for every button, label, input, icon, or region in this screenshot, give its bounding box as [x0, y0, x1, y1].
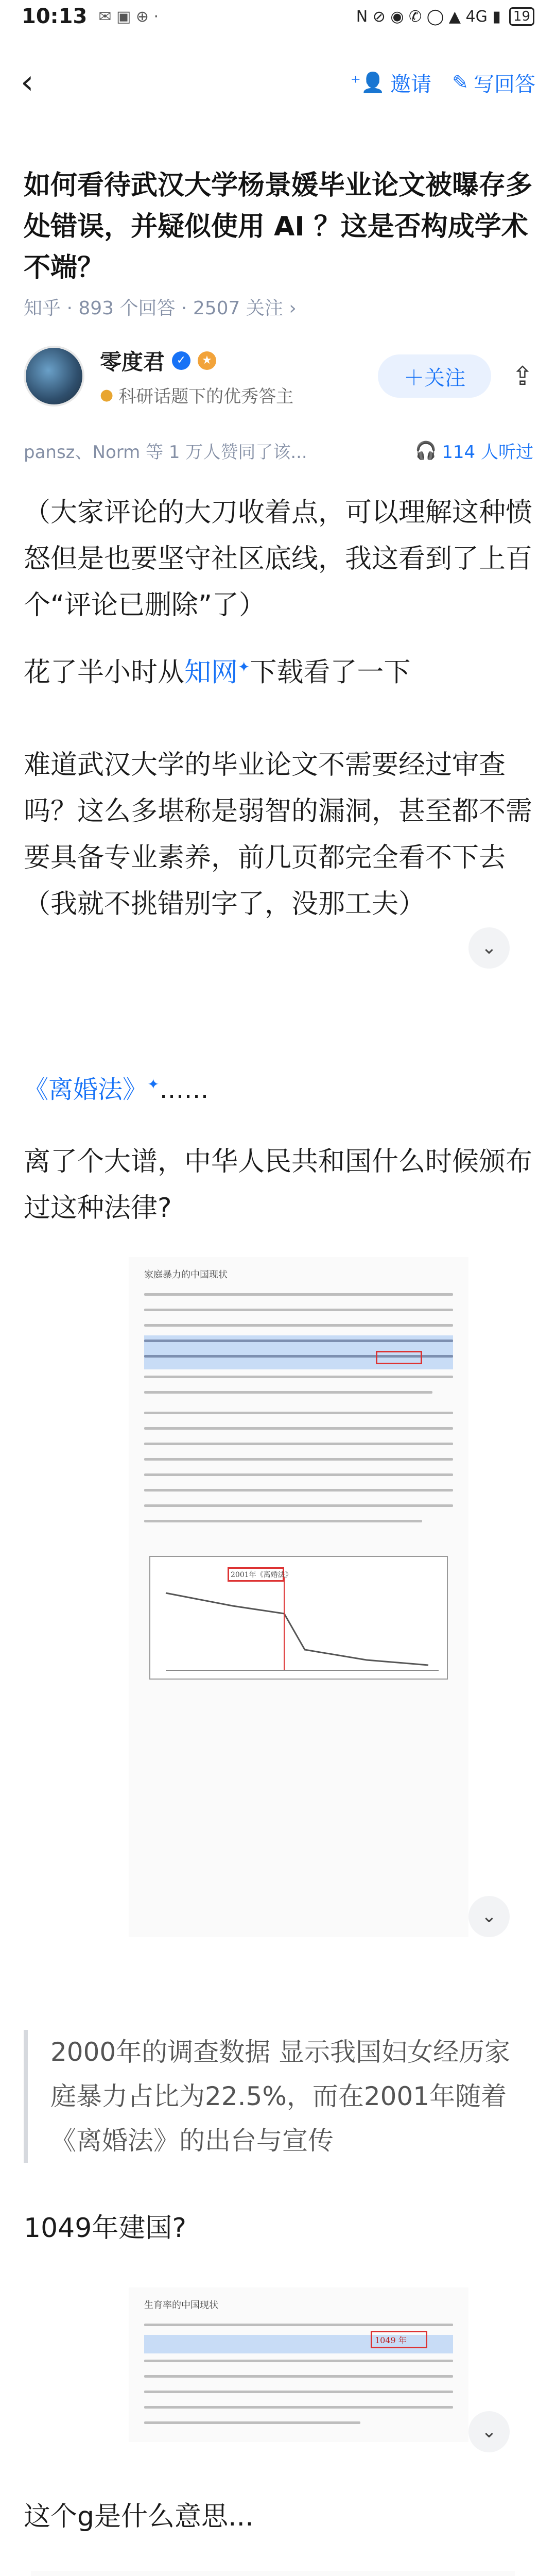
agree-text: pansz、Norm 等 1 万人赞同了该... [24, 442, 307, 463]
paragraph-5: 离了个大谱，中华人民共和国什么时候颁布过这种法律? [24, 1146, 533, 1224]
author-row [24, 340, 533, 412]
write-answer-label: 写回答 [474, 72, 535, 96]
cnki-link[interactable]: 知网 [184, 657, 238, 688]
listen-button[interactable] [415, 438, 533, 463]
headphones-icon: 🎧 [414, 440, 437, 461]
system-icons: N ⊘ ◉ ✆ ◯ ▲ 4G ▮ [356, 7, 501, 26]
invite-button[interactable] [351, 68, 431, 97]
battery-icon: 19 [509, 7, 534, 26]
listen-label: 114 人听过 [442, 442, 533, 463]
question-title[interactable]: 如何看待武汉大学杨景媛毕业论文被曝存多处错误，并疑似使用 AI ？这是否构成学术不端？ [24, 170, 533, 283]
p4-after: …… [159, 1075, 209, 1104]
scan2-highlight: 1049 年 [375, 2335, 407, 2345]
notification-icons: ✉ ▣ ⊕ · [98, 7, 159, 26]
paragraph-3: 难道武汉大学的毕业论文不需要经过审查吗？这么多堪称是弱智的漏洞，甚至都不需要具备专业素养，前几页都完全看不下去（我就不挑错别字了，没那工夫） [24, 750, 533, 920]
paragraph-7: 这个g是什么意思... [24, 2501, 254, 2532]
share-icon[interactable]: ⇪ [512, 361, 533, 391]
follow-button[interactable]: ＋关注 [378, 354, 491, 398]
quote-block: 2000年的调查数据 显示我国妇女经历家庭暴力占比为22.5%，而在2001年随着《离婚法》的出台与宣传 [24, 2030, 533, 2163]
pen-icon: ✎ [452, 71, 468, 94]
question-meta[interactable]: 知乎 · 893 个回答 · 2507 关注 › [24, 298, 297, 319]
nav-bar [0, 57, 556, 108]
write-answer-button[interactable] [452, 68, 535, 97]
back-arrow-icon[interactable]: ‹ [21, 63, 34, 101]
expand-chevron-icon[interactable]: ⌄ [468, 927, 510, 969]
author-name[interactable]: 零度君 [100, 349, 165, 375]
author-subtitle: 科研话题下的优秀答主 [118, 386, 294, 407]
person-plus-icon: ⁺👤 [350, 71, 386, 94]
divorce-law-link[interactable]: 《离婚法》 [24, 1075, 148, 1104]
expand-chevron-icon[interactable]: ⌄ [468, 2411, 510, 2452]
scan2-title: 生育率的中国现状 [144, 2300, 218, 2311]
scan1-chart-label: 2001年《离婚法》 [231, 1571, 292, 1579]
award-icon: ★ [198, 351, 216, 370]
paragraph-4 [24, 1061, 533, 1113]
scan1-line-chart [149, 1556, 448, 1680]
verified-icon: ✓ [172, 351, 190, 370]
thesis-scan-image-3[interactable] [31, 2571, 515, 2576]
p2-after: 下载看了一下 [250, 657, 411, 688]
p2-before: 花了半小时从 [24, 657, 185, 688]
excellent-answerer-icon: ● [100, 385, 114, 404]
scan1-title: 家庭暴力的中国现状 [144, 1269, 228, 1280]
scan1-chart-svg [150, 1557, 449, 1681]
thesis-scan-image-2[interactable] [129, 2287, 468, 2442]
paragraph-6: 1049年建国? [24, 2213, 186, 2244]
status-time: 10:13 [22, 5, 88, 28]
expand-chevron-icon[interactable]: ⌄ [468, 1896, 510, 1937]
paragraph-1: （大家评论的大刀收着点，可以理解这种愤怒但是也要坚守社区底线，我这看到了上百个“评论已删除”了） [24, 497, 533, 621]
paragraph-2 [24, 644, 533, 696]
agree-row [24, 438, 533, 463]
status-bar [0, 0, 556, 33]
author-avatar[interactable] [24, 346, 84, 406]
sparkle-icon: ✦ [238, 658, 250, 675]
sparkle-icon: ✦ [147, 1076, 160, 1093]
invite-label: 邀请 [390, 72, 432, 96]
thesis-scan-image-1[interactable] [129, 1257, 468, 1937]
